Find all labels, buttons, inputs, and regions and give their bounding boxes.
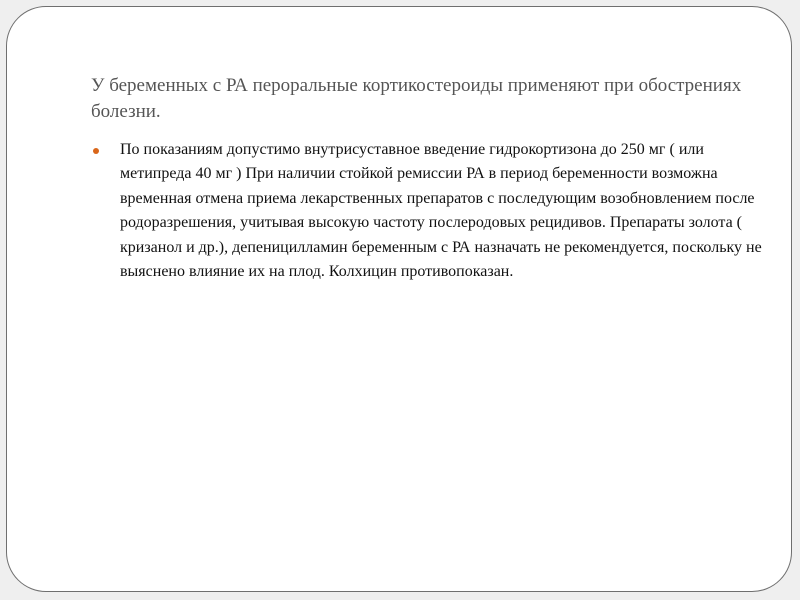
slide-card — [6, 6, 792, 592]
bullet-dot-icon — [93, 148, 99, 154]
bullet-item — [91, 138, 771, 284]
bullet-list — [91, 138, 771, 284]
bullet-text: По показаниям допустимо внутрисуставное введение гидрокортизона до 250 мг ( или метипреда 40 мг ) При наличии стойкой ремиссии РА в период беременности возможна временная отмена приема лекарственных препаратов с последующим возобновлением после родоразрешения, учитывая высокую частоту послеродовых рецидивов. Препараты золота ( кризанол и др.), депеницилламин беременным с РА назначать не рекомендуется, поскольку не выяснено влияние их на плод. Колхицин противопоказан. — [120, 141, 762, 281]
slide-title: У беременных с РА пероральные кортикостероиды применяют при обострениях болезни. — [91, 75, 742, 122]
